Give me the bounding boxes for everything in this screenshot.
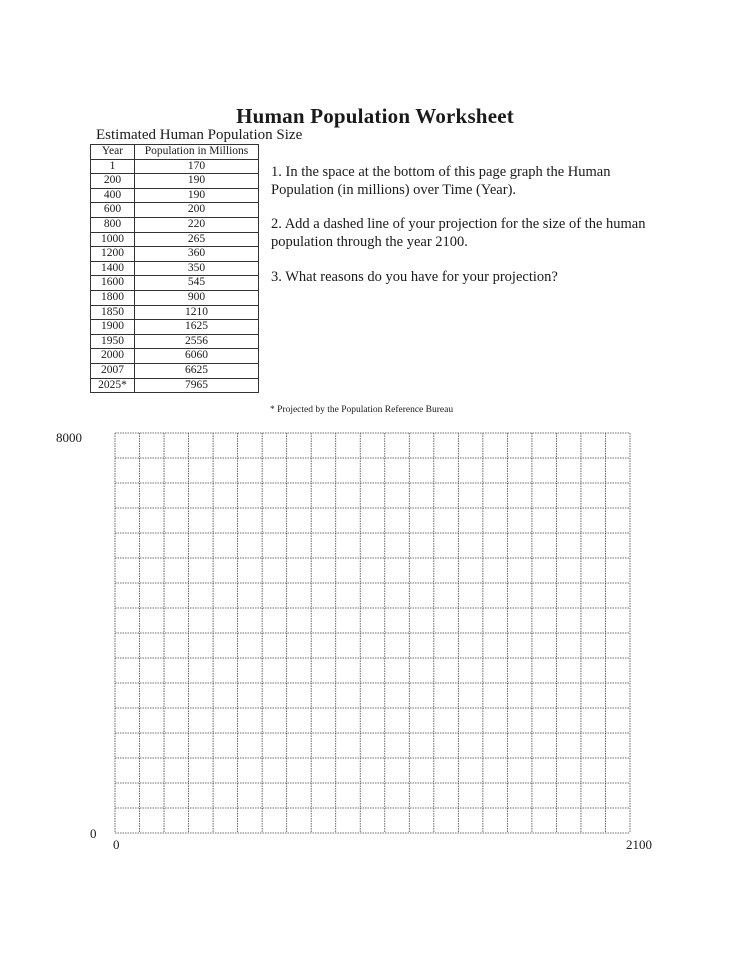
population-cell: 6625 <box>135 363 259 378</box>
year-cell: 1850 <box>91 305 135 320</box>
population-cell: 900 <box>135 290 259 305</box>
year-cell: 1800 <box>91 290 135 305</box>
population-cell: 350 <box>135 261 259 276</box>
year-cell: 600 <box>91 203 135 218</box>
population-cell: 360 <box>135 247 259 262</box>
population-cell: 265 <box>135 232 259 247</box>
population-cell: 200 <box>135 203 259 218</box>
header-year: Year <box>91 145 135 160</box>
population-cell: 6060 <box>135 349 259 364</box>
year-cell: 200 <box>91 174 135 189</box>
population-cell: 1210 <box>135 305 259 320</box>
footnote: * Projected by the Population Reference Bureau <box>270 405 454 415</box>
population-cell: 190 <box>135 174 259 189</box>
question-2: 2. Add a dashed line of your projection for the size of the human population through the year 2100. <box>271 216 646 250</box>
year-cell: 2000 <box>91 349 135 364</box>
year-cell: 1600 <box>91 276 135 291</box>
year-cell: 2007 <box>91 363 135 378</box>
table-caption: Estimated Human Population Size <box>96 127 303 143</box>
question-1: 1. In the space at the bottom of this page graph the Human Population (in millions) over Time (Year). <box>271 164 611 198</box>
worksheet-title: Human Population Worksheet <box>236 104 514 128</box>
year-cell: 1400 <box>91 261 135 276</box>
question-3: 3. What reasons do you have for your projection? <box>271 269 558 285</box>
population-cell: 190 <box>135 188 259 203</box>
year-cell: 800 <box>91 217 135 232</box>
population-cell: 7965 <box>135 378 259 393</box>
population-cell: 220 <box>135 217 259 232</box>
x-axis-max-label: 2100 <box>626 837 652 852</box>
y-axis-min-label: 0 <box>90 826 97 841</box>
year-cell: 400 <box>91 188 135 203</box>
year-cell: 1950 <box>91 334 135 349</box>
population-cell: 170 <box>135 159 259 174</box>
year-cell: 1200 <box>91 247 135 262</box>
year-cell: 1900 <box>91 320 135 335</box>
year-cell: 1000 <box>91 232 135 247</box>
x-axis-min-label: 0 <box>113 837 120 852</box>
year-cell: 1 <box>91 159 135 174</box>
population-cell: 1625 <box>135 320 259 335</box>
year-cell: 2025* <box>91 378 135 393</box>
header-population: Population in Millions <box>135 145 259 160</box>
y-axis-max-label: 8000 <box>56 430 82 445</box>
population-cell: 545 <box>135 276 259 291</box>
population-cell: 2556 <box>135 334 259 349</box>
